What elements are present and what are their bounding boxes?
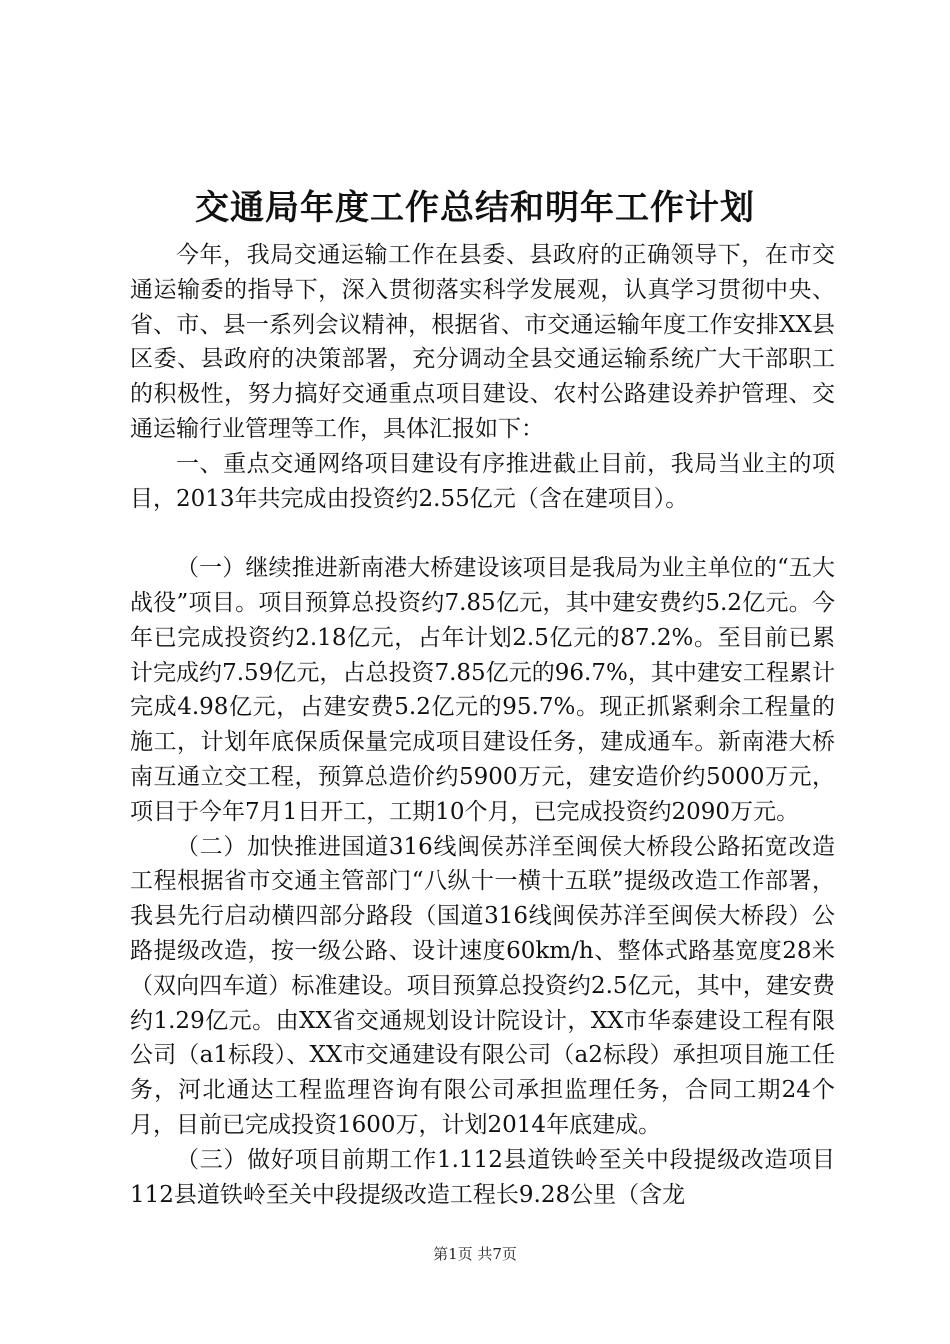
paragraph-item-1: （一）继续推进新南港大桥建设该项目是我局为业主单位的“五大战役”项目。项目预算总投资约7.85亿元，其中建安费约5.2亿元。今年已完成投资约2.18亿元，占年计划2.5亿元的87.2%。至目前已累计完成约7.59亿元，占总投资7.85亿元的96.7%，其中建安工程累计完成4.98亿元，占建安费5.2亿元的95.7%。现正抓紧剩余工程量的施工，计划年底保质保量完成项目建设任务，建成通车。新南港大桥南互通立交工程，预算总造价约5900万元，建安造价约5000万元，项目于今年7月1日开工，工期10个月，已完成投资约2090万元。 [130,555,835,825]
paragraph-spacer [130,516,835,551]
paragraph-section-1: 一、重点交通网络项目建设有序推进截止目前，我局当业主的项目，2013年共完成由投资约2.55亿元（含在建项目）。 [130,450,835,512]
document-body [130,238,835,1212]
paragraph-item-2: （二）加快推进国道316线闽侯苏洋至闽侯大桥段公路拓宽改造工程根据省市交通主管部门“八纵十一横十五联”提级改造工作部署，我县先行启动横四部分路段（国道316线闽侯苏洋至闽侯大桥段）公路提级改造，按一级公路、设计速度60km/h、整体式路基宽度28米（双向四车道）标准建设。项目预算总投资约2.5亿元，其中，建安费约1.29亿元。由XX省交通规划设计院设计，XX市华泰建设工程有限公司（a1标段）、XX市交通建设有限公司（a2标段）承担项目施工任务，河北通达工程监理咨询有限公司承担监理任务，合同工期24个月，目前已完成投资1600万，计划2014年底建成。 [130,833,835,1138]
document-title: 交通局年度工作总结和明年工作计划 [195,188,755,228]
page-number-footer: 第1页 共7页 [433,1245,517,1263]
paragraph-intro: 今年，我局交通运输工作在县委、县政府的正确领导下，在市交通运输委的指导下，深入贯彻落实科学发展观，认真学习贯彻中央、省、市、县一系列会议精神，根据省、市交通运输年度工作安排XX县区委、县政府的决策部署，充分调动全县交通运输系统广大干部职工的积极性，努力搞好交通重点项目建设、农村公路建设养护管理、交通运输行业管理等工作，具体汇报如下： [130,242,835,442]
paragraph-item-3: （三）做好项目前期工作1.112县道铁岭至关中段提级改造项目112县道铁岭至关中段提级改造工程长9.28公里（含龙 [130,1146,835,1208]
